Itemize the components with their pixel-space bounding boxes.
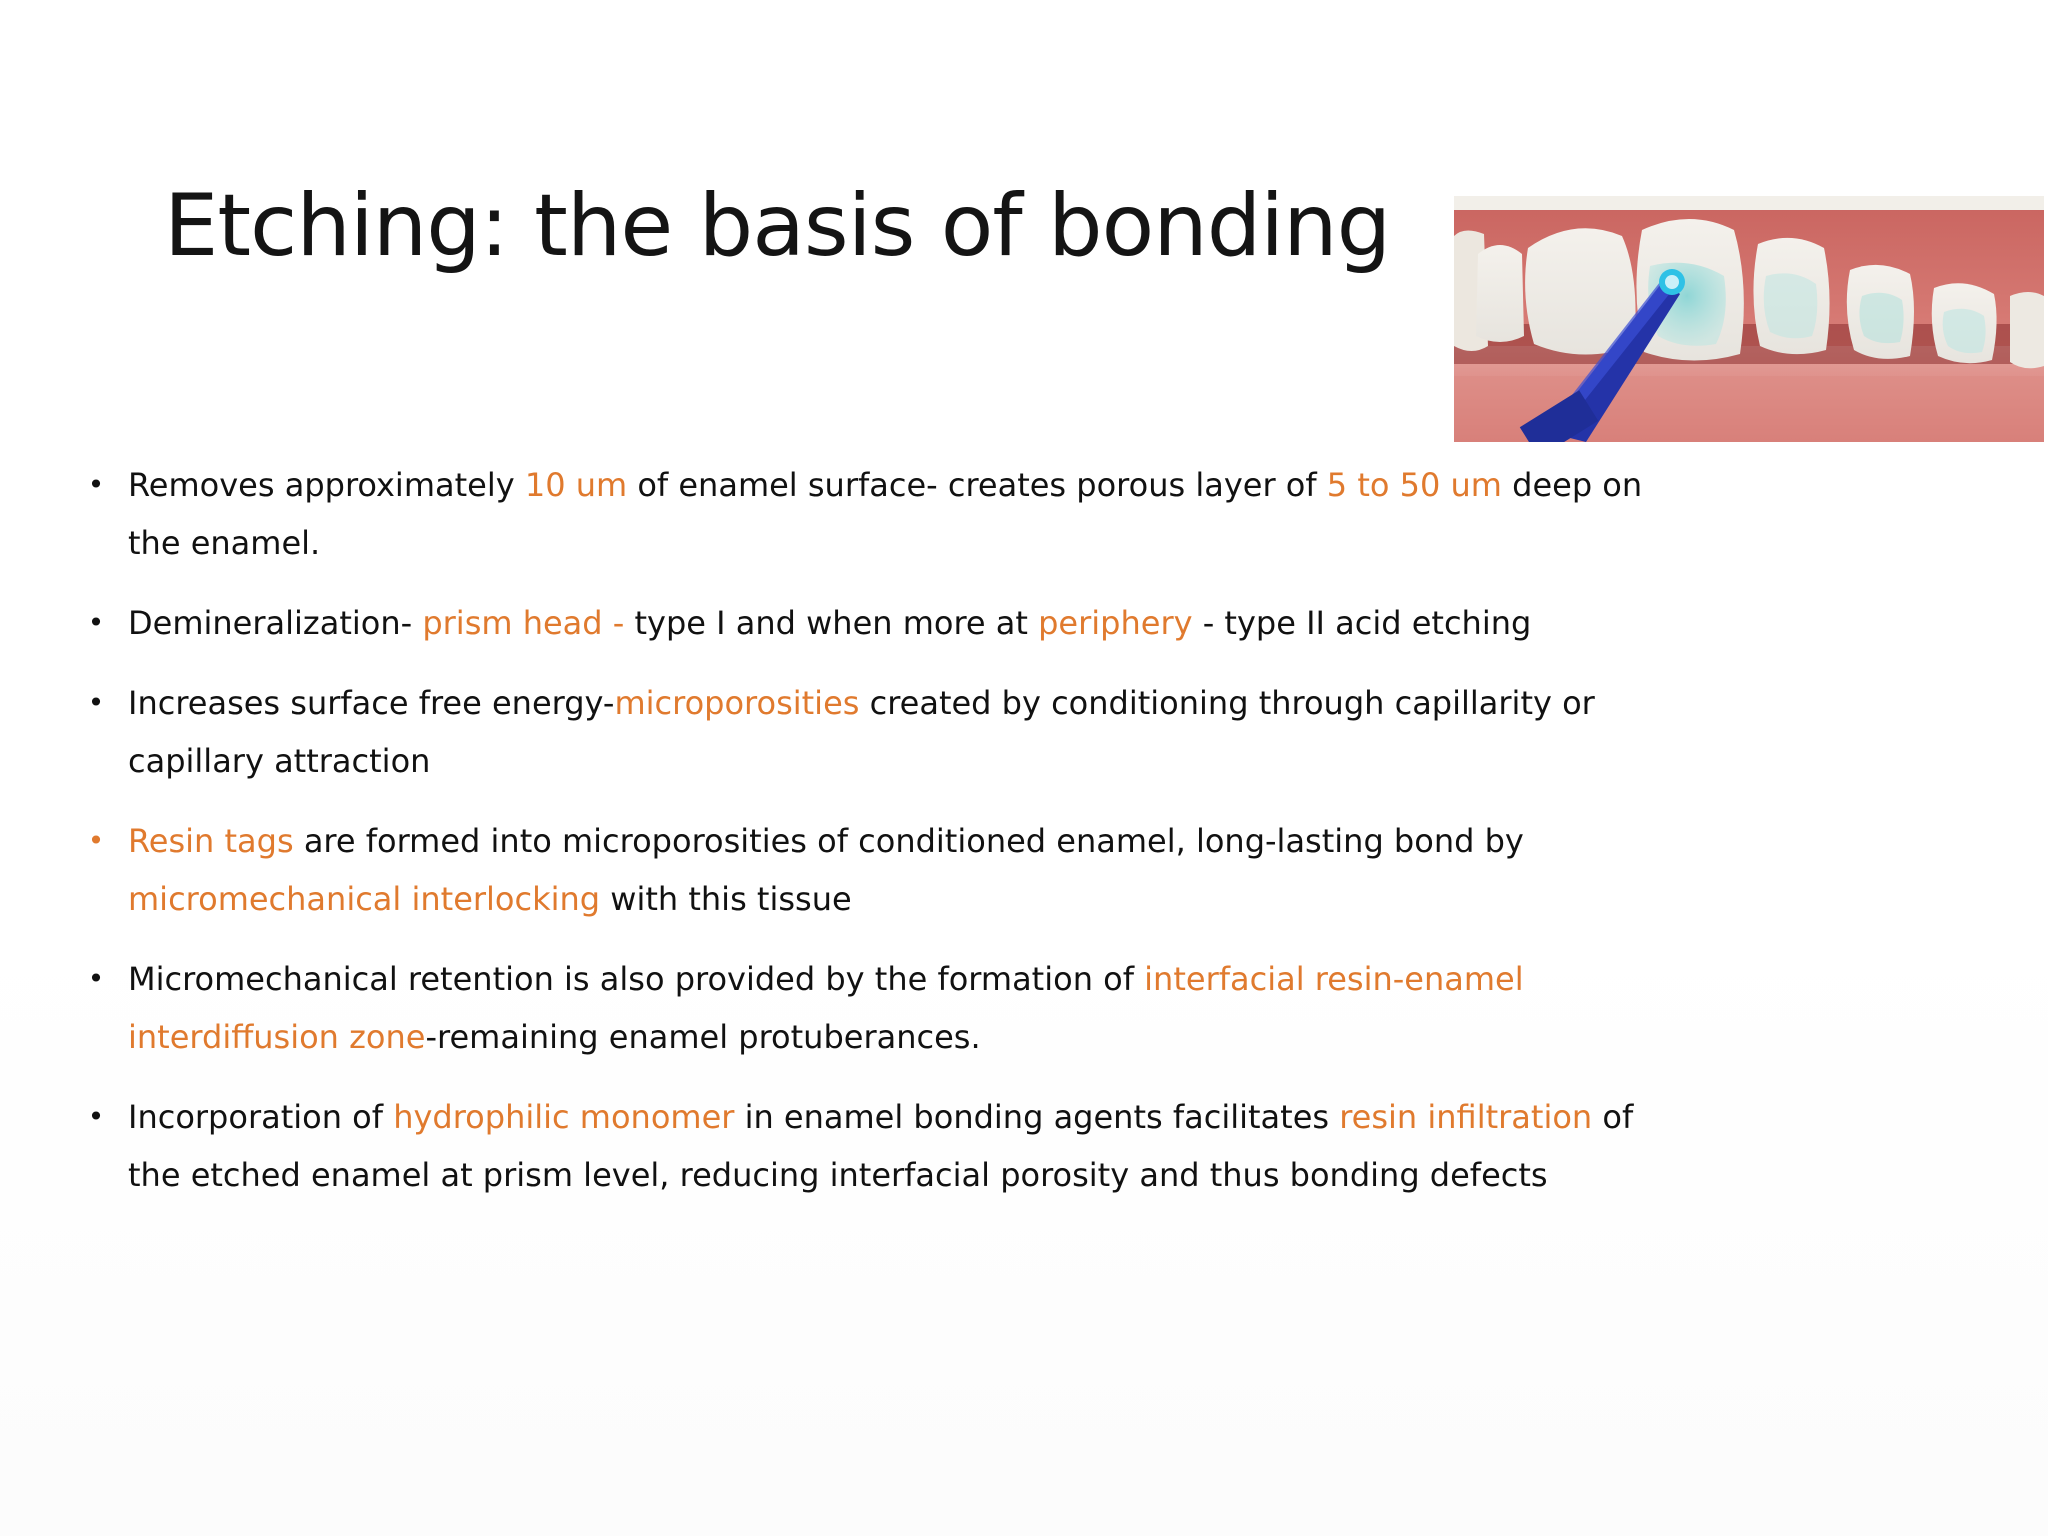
bullet-item bbox=[86, 950, 1686, 1066]
text-run: interfacial resin-enamel interdiffusion zone bbox=[128, 960, 1524, 1056]
text-run: 10 um bbox=[524, 466, 628, 504]
bullet-item bbox=[86, 812, 1686, 928]
text-run: type I and when more at bbox=[624, 604, 1039, 642]
bullet-marker: • bbox=[87, 962, 105, 995]
text-run: resin infiltration bbox=[1339, 1098, 1593, 1136]
text-run: microporosities bbox=[614, 684, 860, 722]
bullet-marker: • bbox=[87, 1100, 105, 1133]
bullet-item bbox=[86, 456, 1686, 572]
text-run: in enamel bonding agents facilitates bbox=[734, 1098, 1340, 1136]
bullet-text bbox=[128, 1098, 1633, 1194]
text-run: Micromechanical retention is also provided by the formation of bbox=[128, 960, 1145, 998]
bullet-marker: • bbox=[87, 606, 105, 639]
bullet-text bbox=[128, 960, 1524, 1056]
text-run: periphery bbox=[1038, 604, 1193, 642]
text-run: are formed into microporosities of conditioned enamel, long-lasting bond by bbox=[293, 822, 1524, 860]
bullet-text bbox=[128, 466, 1642, 562]
bullet-text bbox=[128, 684, 1595, 780]
text-run: Removes approximately bbox=[128, 466, 525, 504]
text-run: Demineralization- bbox=[128, 604, 423, 642]
bullet-text bbox=[128, 822, 1524, 918]
text-run: Resin tags bbox=[128, 822, 294, 860]
text-run: of the etched enamel at prism level, reducing interfacial porosity and thus bonding defects bbox=[128, 1098, 1634, 1194]
bullet-text bbox=[128, 604, 1531, 642]
text-run: - type II acid etching bbox=[1192, 604, 1532, 642]
text-run: prism head - bbox=[422, 604, 625, 642]
bullet-item bbox=[86, 594, 1686, 652]
text-run: deep on the enamel. bbox=[128, 466, 1643, 562]
bullet-marker: • bbox=[87, 824, 105, 857]
text-run: of enamel surface- creates porous layer of bbox=[627, 466, 1327, 504]
text-run: micromechanical interlocking bbox=[128, 880, 601, 918]
text-run: created by conditioning through capillarity or capillary attraction bbox=[128, 684, 1595, 780]
text-run: hydrophilic monomer bbox=[393, 1098, 735, 1136]
text-run: -remaining enamel protuberances. bbox=[425, 1018, 981, 1056]
teeth-etching-photo bbox=[1454, 196, 2044, 442]
text-run: 5 to 50 um bbox=[1326, 466, 1502, 504]
slide-title: Etching: the basis of bonding bbox=[164, 176, 1391, 276]
bullet-marker: • bbox=[87, 468, 105, 501]
text-run: Increases surface free energy- bbox=[128, 684, 615, 722]
bullet-list bbox=[86, 456, 1686, 1226]
text-run: with this tissue bbox=[600, 880, 852, 918]
bullet-item bbox=[86, 674, 1686, 790]
text-run: Incorporation of bbox=[128, 1098, 394, 1136]
bullet-item bbox=[86, 1088, 1686, 1204]
bullet-marker: • bbox=[87, 686, 105, 719]
